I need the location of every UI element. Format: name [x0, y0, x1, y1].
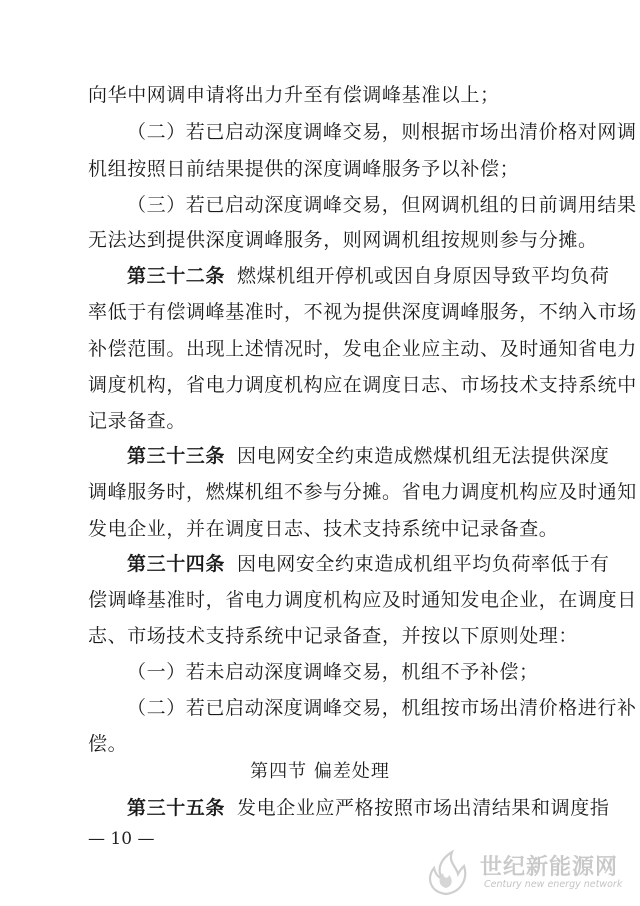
watermark-name-cn: 世纪新能源网 — [480, 855, 619, 880]
text-line: 机组按照日前结果提供的深度调峰服务予以补偿； — [88, 158, 520, 180]
text-line: 发电企业，并在调度日志、技术支持系统中记录备查。 — [88, 518, 559, 540]
article-33-line: 第三十三条 因电网安全约束造成燃煤机组无法提供深度 — [127, 445, 610, 467]
article-number: 第三十二条 — [127, 265, 226, 287]
article-34-line: 第三十四条 因电网安全约束造成机组平均负荷率低于有 — [127, 553, 610, 575]
section-heading: 第四节 偏差处理 — [250, 761, 390, 782]
text-line: 调峰服务时，燃煤机组不参与分摊。省电力调度机构应及时通知 — [88, 481, 637, 503]
text-line: 偿调峰基准时，省电力调度机构应及时通知发电企业，在调度日 — [88, 589, 637, 611]
text-line: （二）若已启动深度调峰交易，机组按市场出清价格进行补 — [127, 697, 637, 719]
text-line: 率低于有偿调峰基准时，不视为提供深度调峰服务，不纳入市场 — [88, 301, 637, 323]
text-line: 调度机构，省电力调度机构应在调度日志、市场技术支持系统中 — [88, 374, 637, 396]
text-line: 补偿范围。出现上述情况时，发电企业应主动、及时通知省电力 — [88, 338, 637, 360]
article-35-line: 第三十五条 发电企业应严格按照市场出清结果和调度指 — [127, 797, 610, 819]
text-line: （二）若已启动深度调峰交易，则根据市场出清价格对网调 — [127, 121, 637, 143]
watermark-name-en: Century new energy network — [484, 879, 623, 890]
article-number: 第三十五条 — [127, 797, 226, 819]
article-32-line: 第三十二条 燃煤机组开停机或因自身原因导致平均负荷 — [127, 265, 610, 287]
article-number: 第三十四条 — [127, 553, 226, 575]
page-number: — 10 — — [88, 829, 155, 849]
text-line: 志、市场技术支持系统中记录备查，并按以下原则处理： — [88, 625, 579, 647]
text-line: （一）若未启动深度调峰交易，机组不予补偿； — [127, 661, 539, 683]
flame-logo-icon — [418, 848, 474, 898]
text-line: 记录备查。 — [88, 410, 187, 432]
article-number: 第三十三条 — [127, 445, 226, 467]
text-line: 向华中网调申请将出力升至有偿调峰基准以上； — [88, 84, 500, 106]
text-line: 偿。 — [88, 733, 128, 755]
text-line: 无法达到提供深度调峰服务，则网调机组按规则参与分摊。 — [88, 229, 598, 251]
watermark — [418, 848, 633, 898]
text-line: （三）若已启动深度调峰交易，但网调机组的日前调用结果 — [127, 194, 637, 216]
